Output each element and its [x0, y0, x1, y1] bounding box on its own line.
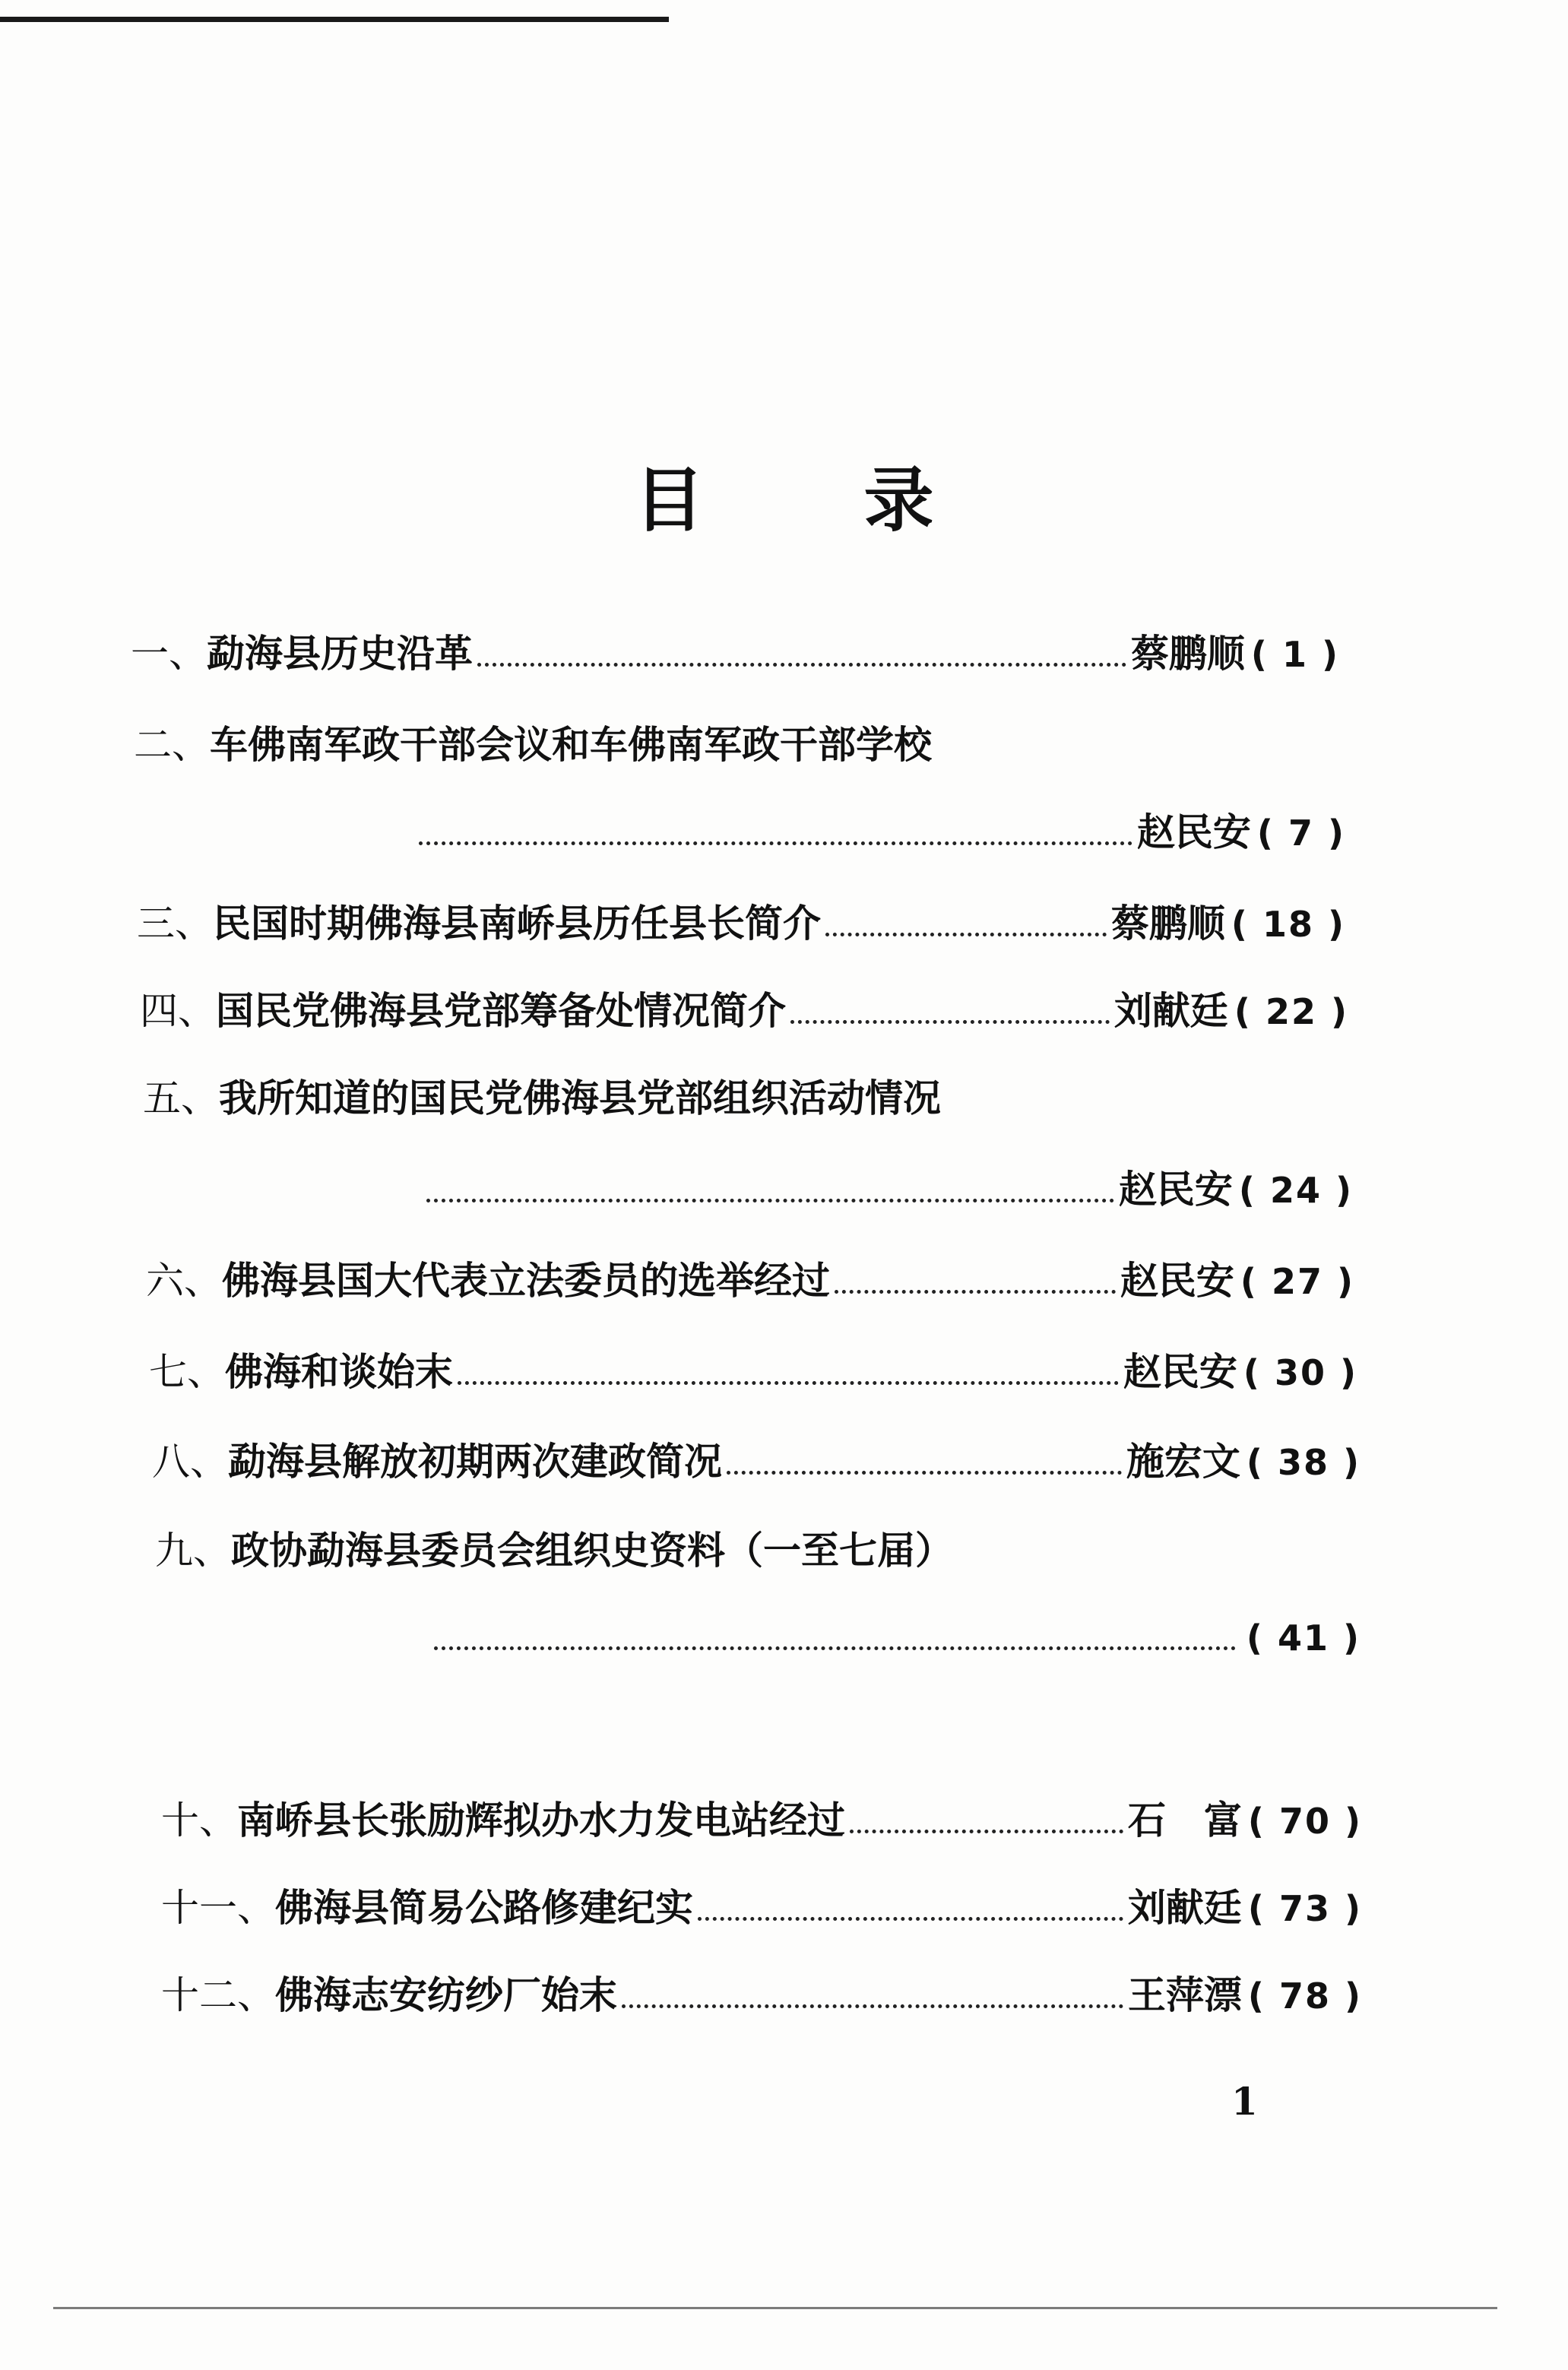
top-rule [0, 17, 669, 22]
entry-page: ( 73 ) [1247, 1888, 1362, 1929]
entry-author: 蔡鹏顺 [1110, 901, 1225, 946]
entry-number: 四、 [140, 989, 216, 1033]
entry-number: 五、 [143, 1076, 219, 1120]
entry-number: 七、 [149, 1350, 225, 1394]
toc-entry-11[interactable] [161, 1881, 1362, 1934]
toc-entry-1[interactable] [131, 627, 1339, 680]
toc-entry-12[interactable] [161, 1969, 1362, 2022]
toc-entry-8[interactable] [152, 1435, 1361, 1488]
entry-number: 六、 [146, 1259, 222, 1303]
toc-entry-2-continuation[interactable] [414, 806, 1345, 859]
entry-page: ( 1 ) [1250, 634, 1339, 675]
entry-title: 勐海县解放初期两次建政简况 [228, 1439, 722, 1484]
dot-leader [698, 1917, 1123, 1921]
toc-entry-6[interactable] [146, 1254, 1354, 1307]
toc-entry-5[interactable] [143, 1072, 1351, 1125]
entry-title: 车佛南军政干部会议和车佛南军政干部学校 [210, 722, 932, 767]
toc-entry-4[interactable] [140, 984, 1348, 1038]
dot-leader [825, 933, 1107, 936]
entry-number: 九、 [155, 1529, 231, 1573]
entry-title: 佛海县国大代表立法委员的选举经过 [222, 1258, 830, 1303]
dot-leader [419, 841, 1132, 845]
dot-leader [835, 1290, 1116, 1294]
title-char-2: 录 [863, 459, 934, 541]
toc-entry-10[interactable] [161, 1794, 1362, 1847]
entry-author: 赵民安 [1136, 810, 1251, 854]
entry-page: ( 78 ) [1247, 1976, 1362, 2017]
toc-entry-9[interactable] [155, 1524, 1364, 1577]
entry-page: ( 24 ) [1238, 1170, 1353, 1211]
entry-title: 国民党佛海县党部筹备处情况简介 [216, 988, 786, 1033]
entry-page: ( 22 ) [1234, 991, 1348, 1032]
page-number: 1 [1231, 2079, 1258, 2124]
entry-page: ( 70 ) [1247, 1801, 1362, 1842]
entry-author: 刘献廷 [1127, 1885, 1242, 1930]
toc-entry-5-continuation[interactable] [422, 1163, 1353, 1216]
page-title [0, 445, 1568, 545]
entry-title: 佛海和谈始末 [225, 1349, 453, 1394]
bottom-rule [53, 2307, 1497, 2309]
entry-page: ( 38 ) [1246, 1442, 1361, 1483]
dot-leader [477, 663, 1126, 667]
entry-author: 蔡鹏顺 [1130, 631, 1245, 676]
entry-title: 我所知道的国民党佛海县党部组织活动情况 [219, 1076, 941, 1120]
entry-author: 石 富 [1127, 1798, 1242, 1842]
entry-author: 施宏文 [1126, 1439, 1240, 1484]
entry-author: 刘献廷 [1113, 988, 1228, 1033]
toc-entry-9-continuation[interactable] [429, 1611, 1361, 1665]
entry-page: ( 18 ) [1231, 904, 1345, 945]
entry-page: ( 27 ) [1240, 1261, 1354, 1302]
toc-entry-2[interactable] [134, 718, 1342, 772]
dot-leader [850, 1830, 1123, 1833]
entry-author: 赵民安 [1118, 1167, 1233, 1212]
entry-number: 十二、 [161, 1973, 275, 2017]
entry-number: 十、 [161, 1798, 237, 1842]
entry-title: 南峤县长张励辉拟办水力发电站经过 [237, 1798, 845, 1842]
entry-title: 勐海县历史沿革 [207, 631, 473, 676]
title-char-1: 目 [634, 459, 705, 541]
entry-author: 赵民安 [1123, 1349, 1237, 1394]
entry-title: 民国时期佛海县南峤县历任县长简介 [213, 901, 821, 946]
dot-leader [727, 1471, 1122, 1475]
entry-author: 赵民安 [1120, 1258, 1234, 1303]
entry-title: 佛海县简易公路修建纪实 [275, 1885, 693, 1930]
entry-title: 政协勐海县委员会组织史资料（一至七届） [231, 1528, 953, 1573]
entry-number: 一、 [131, 632, 207, 676]
entry-page: ( 41 ) [1246, 1617, 1361, 1659]
dot-leader [790, 1020, 1110, 1024]
entry-page: ( 30 ) [1243, 1352, 1357, 1393]
entry-number: 二、 [134, 723, 210, 767]
dot-leader [458, 1381, 1119, 1385]
dot-leader [622, 2004, 1123, 2008]
entry-author: 王萍漂 [1127, 1972, 1242, 2017]
toc-entry-7[interactable] [149, 1345, 1357, 1399]
entry-number: 十一、 [161, 1886, 275, 1930]
entry-page: ( 7 ) [1256, 813, 1345, 854]
entry-number: 三、 [137, 901, 213, 946]
dot-leader [434, 1646, 1236, 1650]
entry-title: 佛海志安纺纱厂始末 [275, 1972, 617, 2017]
entry-number: 八、 [152, 1440, 228, 1484]
dot-leader [426, 1199, 1114, 1202]
toc-entry-3[interactable] [137, 897, 1345, 950]
